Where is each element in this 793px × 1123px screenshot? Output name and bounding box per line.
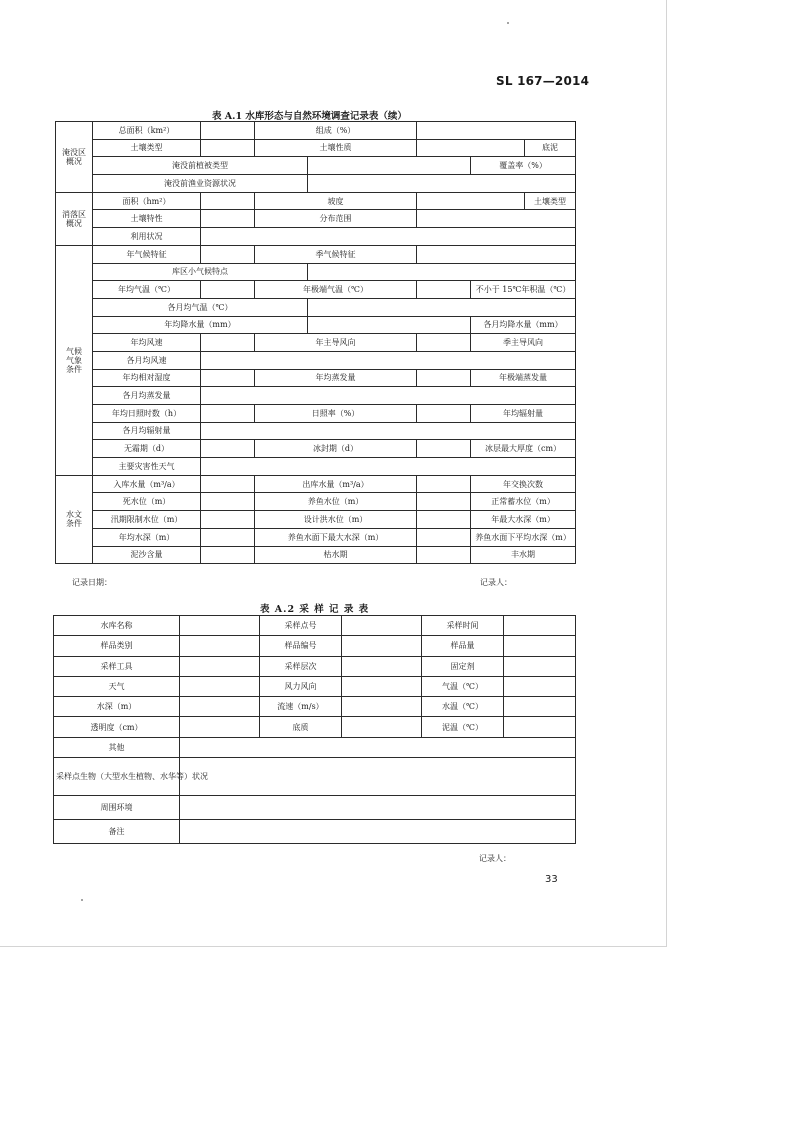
value-cell <box>180 616 260 636</box>
label-layer: 采样层次 <box>260 656 342 676</box>
table-row <box>56 281 576 299</box>
label-flood-limit: 汛期限制水位（m） <box>93 511 201 529</box>
value-cell <box>201 245 255 263</box>
label-sampling-time: 采样时间 <box>422 616 504 636</box>
label-soil-type: 土壤类型 <box>93 139 201 157</box>
value-cell <box>201 228 576 246</box>
label-area-hm: 面积（hm²） <box>93 192 201 210</box>
value-cell <box>180 758 576 796</box>
value-cell <box>342 676 422 696</box>
label-microclimate: 库区小气候特点 <box>93 263 308 281</box>
table-row <box>56 298 576 316</box>
value-cell <box>308 175 576 193</box>
table-row <box>56 316 576 334</box>
label-frost-free: 无霜期（d） <box>93 440 201 458</box>
value-cell <box>180 737 576 757</box>
label-normal-period: 丰水期 <box>471 546 576 564</box>
label-total-area: 总面积（km²） <box>93 122 201 140</box>
table-row <box>56 387 576 405</box>
value-cell <box>180 636 260 656</box>
label-normal-level: 正常蓄水位（m） <box>471 493 576 511</box>
label-annual-wind: 年均风速 <box>93 334 201 352</box>
table-a2 <box>53 615 576 844</box>
table-row <box>54 758 576 796</box>
standard-code: SL 167—2014 <box>496 74 590 88</box>
value-cell <box>417 546 471 564</box>
label-monthly-temp: 各月均气温（℃） <box>93 298 308 316</box>
label-ice-thickness: 冰层最大厚度（cm） <box>471 440 576 458</box>
label-soil-type-2: 土壤类型 <box>525 192 576 210</box>
table-row <box>56 351 576 369</box>
label-mean-depth: 年均水深（m） <box>93 528 201 546</box>
value-cell <box>342 697 422 717</box>
label-fish-mean-depth: 养鱼水面下平均水深（m） <box>471 528 576 546</box>
label-radiation: 年均辐射量 <box>471 405 576 423</box>
label-tool: 采样工具 <box>54 656 180 676</box>
group-label-shuiwen: 水文 条件 <box>56 475 93 563</box>
value-cell <box>417 369 471 387</box>
label-wind: 风力风向 <box>260 676 342 696</box>
value-cell <box>201 334 255 352</box>
value-cell <box>180 820 576 844</box>
table-row <box>56 546 576 564</box>
table-row <box>56 511 576 529</box>
label-sunshine-rate: 日照率（%） <box>255 405 417 423</box>
record-date-label: 记录日期： <box>72 578 112 587</box>
value-cell <box>417 210 576 228</box>
value-cell <box>504 717 576 737</box>
label-substrate: 底质 <box>260 717 342 737</box>
table-row <box>54 676 576 696</box>
table-row <box>56 440 576 458</box>
table-row <box>54 656 576 676</box>
value-cell <box>180 717 260 737</box>
value-cell <box>201 210 255 228</box>
table-row <box>54 737 576 757</box>
label-sample-qty: 样品量 <box>422 636 504 656</box>
table-row <box>56 369 576 387</box>
recorder-label-2: 记录人： <box>479 854 511 863</box>
value-cell <box>180 796 576 820</box>
value-cell <box>201 493 255 511</box>
table-row <box>56 139 576 157</box>
value-cell <box>417 139 525 157</box>
label-seasonal-climate: 季气候特征 <box>255 245 417 263</box>
label-mud-temp: 泥温（℃） <box>422 717 504 737</box>
label-velocity: 流速（m/s） <box>260 697 342 717</box>
value-cell <box>417 281 471 299</box>
value-cell <box>504 697 576 717</box>
label-accum-temp: 不小于 15℃年积温（℃） <box>471 281 576 299</box>
label-distribution: 分布范围 <box>255 210 417 228</box>
value-cell <box>180 697 260 717</box>
group-label-yanmo: 淹没区 概况 <box>56 122 93 193</box>
table-row <box>56 405 576 423</box>
group-label-qihou: 气候 气象 条件 <box>56 245 93 475</box>
table-row <box>56 228 576 246</box>
label-surroundings: 周围环境 <box>54 796 180 820</box>
value-cell <box>180 656 260 676</box>
page-number: 33 <box>545 874 558 885</box>
label-evaporation: 年均蒸发量 <box>255 369 417 387</box>
label-sediment: 泥沙含量 <box>93 546 201 564</box>
group-label-xiaoluo: 消落区 概况 <box>56 192 93 245</box>
value-cell <box>201 369 255 387</box>
label-sample-no: 样品编号 <box>260 636 342 656</box>
table-row <box>56 263 576 281</box>
label-composition: 组成（%） <box>255 122 417 140</box>
label-soil-nature: 土壤性质 <box>255 139 417 157</box>
label-utilization: 利用状况 <box>93 228 201 246</box>
table-row <box>56 192 576 210</box>
label-monthly-wind: 各月均风速 <box>93 351 201 369</box>
table-row <box>54 636 576 656</box>
value-cell <box>308 157 471 175</box>
value-cell <box>201 192 255 210</box>
value-cell <box>201 546 255 564</box>
table-row <box>56 334 576 352</box>
value-cell <box>417 528 471 546</box>
value-cell <box>417 122 576 140</box>
value-cell <box>201 440 255 458</box>
value-cell <box>417 475 471 493</box>
label-other: 其他 <box>54 737 180 757</box>
label-sunshine-hours: 年均日照时数（h） <box>93 405 201 423</box>
label-dead-level: 死水位（m） <box>93 493 201 511</box>
label-freeze: 冰封期（d） <box>255 440 417 458</box>
value-cell <box>308 298 576 316</box>
label-annual-climate: 年气候特征 <box>93 245 201 263</box>
label-seasonal-wind-dir: 季主导风向 <box>471 334 576 352</box>
value-cell <box>201 458 576 476</box>
label-biology: 采样点生物（大型水生植物、水华等）状况 <box>54 758 180 796</box>
value-cell <box>342 616 422 636</box>
label-max-depth: 年最大水深（m） <box>471 511 576 529</box>
label-monthly-evap: 各月均蒸发量 <box>93 387 201 405</box>
value-cell <box>201 422 576 440</box>
label-reservoir-name: 水库名称 <box>54 616 180 636</box>
label-fish-max-depth: 养鱼水面下最大水深（m） <box>255 528 417 546</box>
label-extreme-temp: 年极端气温（℃） <box>255 281 417 299</box>
table-row <box>56 210 576 228</box>
label-veg-type: 淹没前植被类型 <box>93 157 308 175</box>
value-cell <box>201 405 255 423</box>
value-cell <box>417 334 471 352</box>
label-transparency: 透明度（cm） <box>54 717 180 737</box>
table-row <box>56 157 576 175</box>
label-monthly-precip: 各月均降水量（mm） <box>471 316 576 334</box>
label-fishery: 淹没前渔业资源状况 <box>93 175 308 193</box>
table-a2-caption: 表 A.2 采 样 记 录 表 <box>260 604 370 615</box>
label-fish-level: 养鱼水位（m） <box>255 493 417 511</box>
value-cell <box>504 636 576 656</box>
recorder-label: 记录人： <box>480 578 512 587</box>
label-humidity: 年均相对湿度 <box>93 369 201 387</box>
label-soil-char: 土壤特性 <box>93 210 201 228</box>
table-a1 <box>55 121 576 564</box>
label-remarks: 备注 <box>54 820 180 844</box>
value-cell <box>417 192 525 210</box>
label-slope: 坡度 <box>255 192 417 210</box>
table-row <box>56 245 576 263</box>
label-water-temp: 水温（℃） <box>422 697 504 717</box>
value-cell <box>417 511 471 529</box>
scan-speck <box>81 899 83 901</box>
value-cell <box>308 263 576 281</box>
value-cell <box>342 717 422 737</box>
value-cell <box>201 511 255 529</box>
label-coverage: 覆盖率（%） <box>471 157 576 175</box>
table-row <box>54 820 576 844</box>
value-cell <box>201 475 255 493</box>
table-row <box>56 422 576 440</box>
label-annual-temp: 年均气温（℃） <box>93 281 201 299</box>
label-air-temp: 气温（℃） <box>422 676 504 696</box>
scan-speck <box>507 22 509 24</box>
label-annual-precip: 年均降水量（mm） <box>93 316 308 334</box>
value-cell <box>504 656 576 676</box>
value-cell <box>504 616 576 636</box>
table-row <box>56 122 576 140</box>
label-extreme-evap: 年极端蒸发量 <box>471 369 576 387</box>
label-design-flood: 设计洪水位（m） <box>255 511 417 529</box>
label-inflow: 入库水量（m³/a） <box>93 475 201 493</box>
table-row <box>54 697 576 717</box>
value-cell <box>201 139 255 157</box>
label-sample-type: 样品类别 <box>54 636 180 656</box>
table-row <box>56 175 576 193</box>
value-cell <box>417 440 471 458</box>
label-monthly-radiation: 各月均辐射量 <box>93 422 201 440</box>
value-cell <box>417 405 471 423</box>
label-outflow: 出库水量（m³/a） <box>255 475 417 493</box>
value-cell <box>342 636 422 656</box>
label-disaster-weather: 主要灾害性天气 <box>93 458 201 476</box>
label-fixative: 固定剂 <box>422 656 504 676</box>
label-dry-period: 枯水期 <box>255 546 417 564</box>
table-a1-caption: 表 A.1 水库形态与自然环境调查记录表（续） <box>212 111 407 122</box>
value-cell <box>201 528 255 546</box>
table-row <box>56 458 576 476</box>
value-cell <box>417 493 471 511</box>
value-cell <box>342 656 422 676</box>
label-exchange: 年交换次数 <box>471 475 576 493</box>
table-row <box>54 796 576 820</box>
label-bottom-mud: 底泥 <box>525 139 576 157</box>
value-cell <box>201 387 576 405</box>
label-weather: 天气 <box>54 676 180 696</box>
label-annual-wind-dir: 年主导风向 <box>255 334 417 352</box>
table-row <box>56 528 576 546</box>
value-cell <box>308 316 471 334</box>
value-cell <box>201 351 576 369</box>
value-cell <box>417 245 576 263</box>
table-row <box>56 475 576 493</box>
value-cell <box>180 676 260 696</box>
label-sampling-point: 采样点号 <box>260 616 342 636</box>
table-row <box>54 616 576 636</box>
value-cell <box>504 676 576 696</box>
value-cell <box>201 122 255 140</box>
label-water-depth: 水深（m） <box>54 697 180 717</box>
table-row <box>54 717 576 737</box>
value-cell <box>201 281 255 299</box>
table-row <box>56 493 576 511</box>
